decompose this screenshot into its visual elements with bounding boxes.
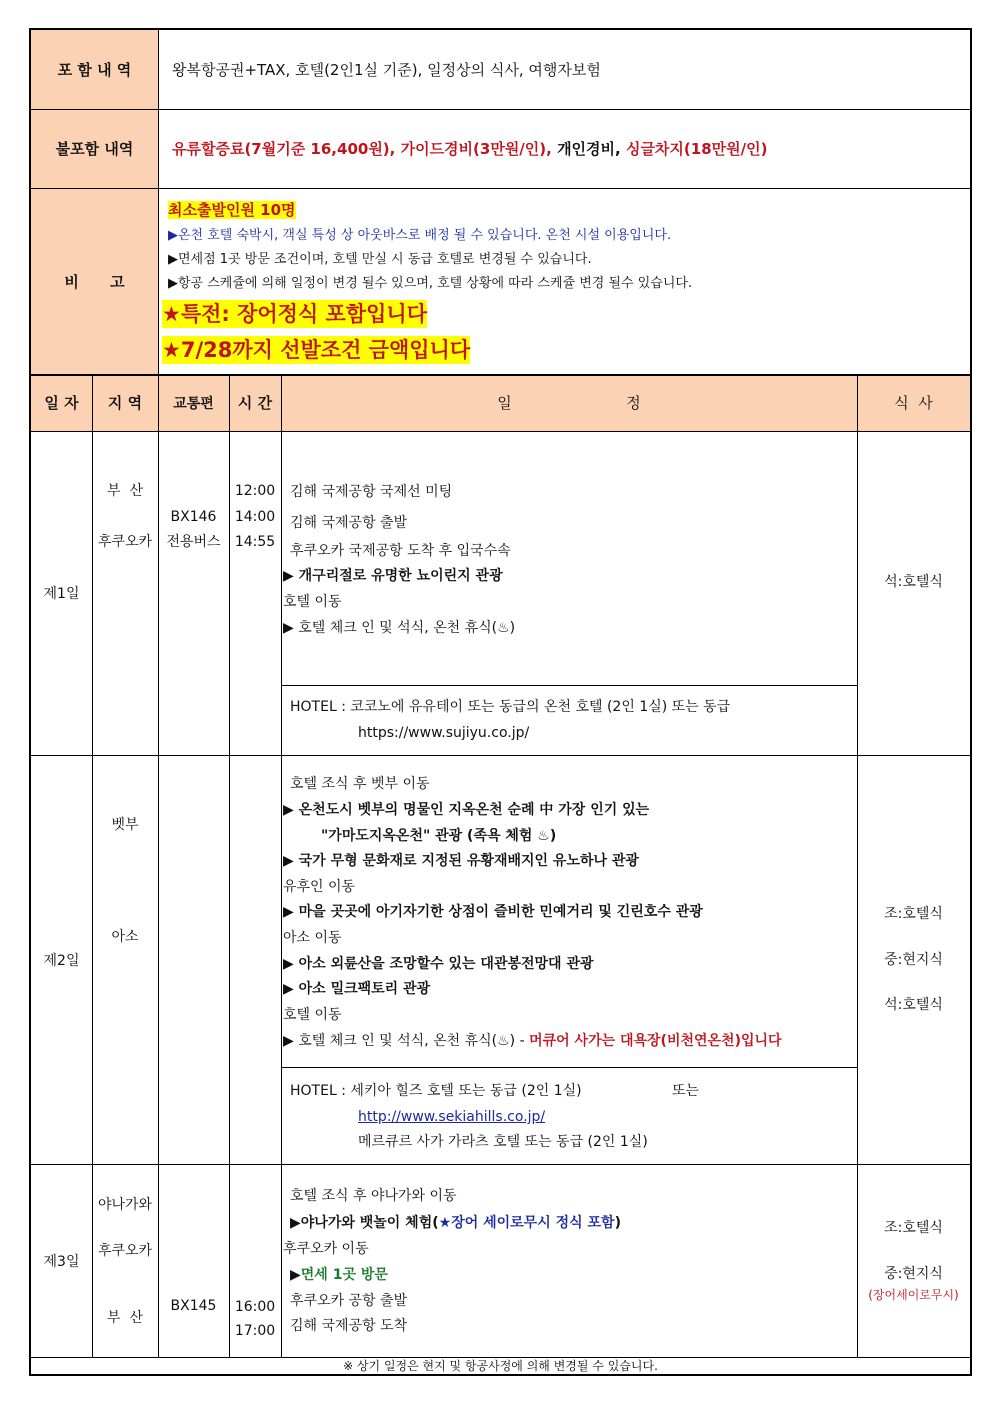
day1-region-busan: 부 산 bbox=[107, 483, 143, 499]
min-people-note: 최소출발인원 10명 bbox=[168, 201, 296, 219]
special-eel-meal: ★특전: 장어정식 포함입니다 bbox=[162, 302, 427, 326]
day2-schedule-9: ▶ 아소 밀크팩토리 관광 bbox=[283, 981, 431, 997]
day1-time-1: 12:00 bbox=[234, 483, 276, 499]
day1-hotel-url[interactable]: https://www.sujiyu.co.jp/ bbox=[358, 725, 530, 741]
day2-mercure-note: 머큐어 사가는 대욕장(비천연온천)입니다 bbox=[529, 1033, 782, 1049]
day3-region-fukuoka: 후쿠오카 bbox=[97, 1243, 153, 1259]
day3-region-busan: 부 산 bbox=[107, 1310, 143, 1326]
col-day: 일 자 bbox=[44, 394, 79, 412]
divider bbox=[281, 685, 857, 686]
itinerary-sheet bbox=[29, 28, 972, 1376]
day3-time-1: 16:00 bbox=[234, 1299, 276, 1315]
day2-meal-breakfast: 조:호텔식 bbox=[884, 906, 943, 922]
remark-onsen: ▶온천 호텔 숙박시, 객실 특성 상 아웃바스로 배정 될 수 있습니다. 온천 시설 이용입니다. bbox=[168, 228, 672, 243]
day2-meal-dinner: 석:호텔식 bbox=[884, 997, 943, 1013]
day1-schedule-5: 호텔 이동 bbox=[283, 594, 342, 610]
day3-schedule-1: 호텔 조식 후 야나가와 이동 bbox=[290, 1188, 457, 1204]
day2-checkin: ▶ 호텔 체크 인 및 석식, 온천 휴식(♨) - bbox=[283, 1033, 530, 1049]
day3-schedule-2 bbox=[290, 1214, 621, 1232]
day3-schedule-3: 후쿠오카 이동 bbox=[283, 1241, 369, 1257]
included-label: 포 함 내 역 bbox=[57, 61, 132, 79]
day2-label: 제2일 bbox=[43, 952, 80, 969]
divider bbox=[281, 374, 282, 1357]
day1-schedule-3: 후쿠오카 국제공항 도착 후 입국수속 bbox=[290, 543, 511, 559]
remark-dutyfree: ▶면세점 1곳 방문 조건이며, 호텔 만실 시 동급 호텔로 변경될 수 있습니다. bbox=[168, 252, 592, 267]
day3-meal-lunch: 중:현지식 bbox=[884, 1266, 943, 1282]
divider bbox=[281, 1067, 857, 1068]
remarks-label: 비 고 bbox=[64, 272, 125, 291]
col-region: 지 역 bbox=[107, 394, 143, 412]
excluded-label: 불포함 내역 bbox=[55, 140, 134, 158]
day3-transport-flight: BX145 bbox=[170, 1298, 217, 1314]
day2-schedule-1: 호텔 조식 후 벳부 이동 bbox=[290, 776, 430, 792]
day1-transport-bus: 전용버스 bbox=[166, 534, 221, 550]
day1-schedule-4: ▶ 개구리절로 유명한 뇨이린지 관광 bbox=[283, 568, 503, 584]
day3-dutyfree: 면세 1곳 방문 bbox=[300, 1267, 388, 1283]
excluded-fuel-guide: 유류할증료(7월기준 16,400원), 가이드경비(3만원/인), bbox=[172, 140, 552, 158]
day2-schedule-6: ▶ 마을 곳곳에 아기자기한 상점이 즐비한 민예거리 및 긴린호수 관광 bbox=[283, 904, 703, 920]
day2-region-aso: 아소 bbox=[111, 929, 139, 945]
included-text: 왕복항공권+TAX, 호텔(2인1실 기준), 일정상의 식사, 여행자보험 bbox=[172, 61, 601, 79]
day2-meal-lunch: 중:현지식 bbox=[884, 952, 943, 968]
day3-boat-ride: ▶야나가와 뱃놀이 체험( bbox=[290, 1215, 439, 1231]
day2-schedule-8: ▶ 아소 외륜산을 조망할수 있는 대관봉전망대 관광 bbox=[283, 956, 594, 972]
day1-time-3: 14:55 bbox=[234, 534, 276, 550]
day2-schedule-10: 호텔 이동 bbox=[283, 1007, 342, 1023]
divider bbox=[31, 755, 970, 756]
day1-transport-flight: BX146 bbox=[170, 509, 217, 525]
day1-schedule-2: 김해 국제공항 출발 bbox=[290, 515, 408, 531]
day3-schedule-4 bbox=[290, 1266, 388, 1284]
day2-schedule-7: 아소 이동 bbox=[283, 930, 342, 946]
day2-region-beppu: 벳부 bbox=[111, 817, 139, 833]
day3-eel-included: ★장어 세이로무시 정식 포함 bbox=[438, 1215, 615, 1231]
day2-schedule-2: ▶ 온천도시 벳부의 명물인 지옥온천 순례 中 가장 인기 있는 bbox=[283, 802, 650, 818]
col-meals: 식 사 bbox=[894, 394, 933, 412]
divider bbox=[31, 109, 970, 110]
day1-schedule-6: ▶ 호텔 체크 인 및 석식, 온천 휴식(♨) bbox=[283, 620, 516, 636]
day1-schedule-1: 김해 국제공항 국제선 미팅 bbox=[290, 484, 453, 500]
day2-schedule-5: 유후인 이동 bbox=[283, 879, 356, 895]
day2-schedule-4: ▶ 국가 무형 문화재로 지정된 유황재배지인 유노하나 관광 bbox=[283, 853, 639, 869]
divider bbox=[31, 431, 970, 432]
excluded-personal: 개인경비, bbox=[551, 140, 626, 158]
day2-schedule-11 bbox=[283, 1032, 782, 1050]
col-transport: 교통편 bbox=[173, 395, 214, 412]
day3-time-2: 17:00 bbox=[234, 1323, 276, 1339]
remark-schedule: ▶항공 스케쥴에 의해 일정이 변경 될수 있으며, 호텔 상황에 따라 스케쥴 변경 될수 있습니다. bbox=[168, 276, 693, 291]
day2-hotel-url[interactable]: http://www.sekiahills.co.jp/ bbox=[358, 1109, 546, 1125]
day2-schedule-3: "가마도지옥온천" 관광 (족욕 체험 ♨) bbox=[321, 828, 557, 844]
day2-hotel-or: 또는 bbox=[672, 1083, 700, 1099]
divider bbox=[31, 1357, 970, 1358]
divider bbox=[31, 1164, 970, 1165]
day1-hotel: HOTEL : 코코노에 유유테이 또는 동급의 온천 호텔 (2인 1실) 또는 동급 bbox=[290, 699, 731, 715]
day3-meal-lunch-note: (장어세이로무시) bbox=[868, 1288, 959, 1302]
day2-hotel: HOTEL : 세키아 힐즈 호텔 또는 동급 (2인 1실) bbox=[290, 1083, 582, 1099]
day1-meal: 석:호텔식 bbox=[884, 574, 943, 590]
divider bbox=[158, 30, 159, 374]
footer-note: ※ 상기 일정은 현지 및 항공사정에 의해 변경될 수 있습니다. bbox=[343, 1359, 658, 1373]
day3-schedule-6: 김해 국제공항 도착 bbox=[290, 1318, 408, 1334]
special-early-bird: ★7/28까지 선발조건 금액입니다 bbox=[162, 338, 471, 362]
day3-paren-close: ) bbox=[614, 1215, 621, 1231]
day2-hotel-alt: 메르큐르 사가 가라츠 호텔 또는 동급 (2인 1실) bbox=[358, 1134, 648, 1150]
day3-arrow: ▶ bbox=[290, 1267, 301, 1283]
day1-label: 제1일 bbox=[43, 586, 80, 602]
day3-meal-breakfast: 조:호텔식 bbox=[884, 1220, 943, 1236]
day3-region-yanagawa: 야나가와 bbox=[97, 1197, 153, 1213]
day3-label: 제3일 bbox=[43, 1253, 80, 1270]
col-schedule: 일 정 bbox=[497, 394, 641, 412]
divider bbox=[31, 188, 970, 189]
col-time: 시 간 bbox=[237, 394, 273, 412]
excluded-text bbox=[172, 140, 767, 158]
excluded-single-charge: 싱글차지(18만원/인) bbox=[625, 140, 768, 158]
day1-time-2: 14:00 bbox=[234, 509, 276, 525]
day3-schedule-5: 후쿠오카 공항 출발 bbox=[290, 1293, 408, 1309]
day1-region-fukuoka: 후쿠오카 bbox=[97, 534, 153, 550]
